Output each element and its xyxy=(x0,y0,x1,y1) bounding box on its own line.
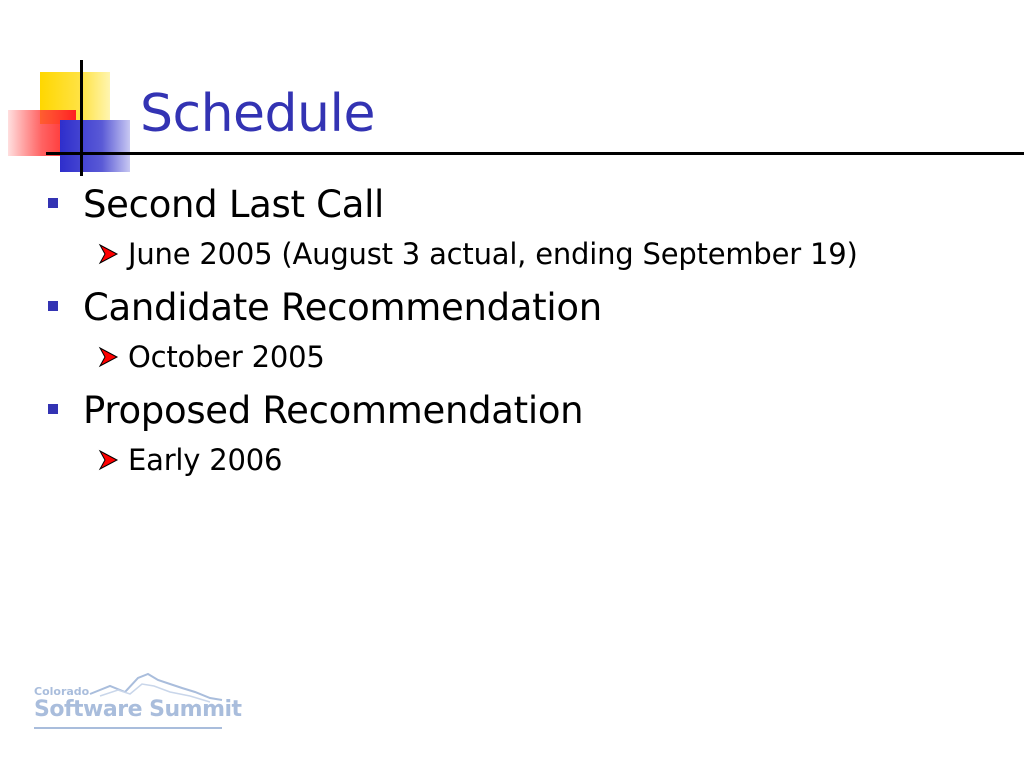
square-bullet-icon xyxy=(48,404,58,414)
square-bullet-icon xyxy=(48,301,58,311)
arrow-bullet-icon xyxy=(97,243,121,265)
sub-bullet-text: June 2005 (August 3 actual, ending September 19) xyxy=(128,237,858,271)
sub-bullet-item xyxy=(97,439,978,481)
logo-line-2: Software Summit xyxy=(34,697,242,722)
bullet-item xyxy=(48,180,978,230)
logo-line-1: Colorado xyxy=(34,685,90,698)
title-decoration xyxy=(0,0,140,190)
bullet-item xyxy=(48,283,978,333)
sub-bullet-text: October 2005 xyxy=(128,340,325,374)
arrow-bullet-icon xyxy=(97,346,121,368)
title-divider xyxy=(46,152,1024,155)
bullet-list xyxy=(48,180,978,489)
bullet-text: Proposed Recommendation xyxy=(83,389,584,432)
bullet-text: Second Last Call xyxy=(83,183,385,226)
sub-bullet-item xyxy=(97,233,978,275)
logo-underline xyxy=(34,727,222,729)
sub-bullet-item xyxy=(97,336,978,378)
conference-logo xyxy=(34,686,242,721)
decor-vertical-rule xyxy=(80,60,83,176)
arrow-bullet-icon xyxy=(97,449,121,471)
sub-bullet-text: Early 2006 xyxy=(128,443,283,477)
square-bullet-icon xyxy=(48,198,58,208)
decor-blue-square xyxy=(60,120,130,172)
bullet-item xyxy=(48,386,978,436)
bullet-text: Candidate Recommendation xyxy=(83,286,602,329)
slide-title: Schedule xyxy=(140,84,375,144)
